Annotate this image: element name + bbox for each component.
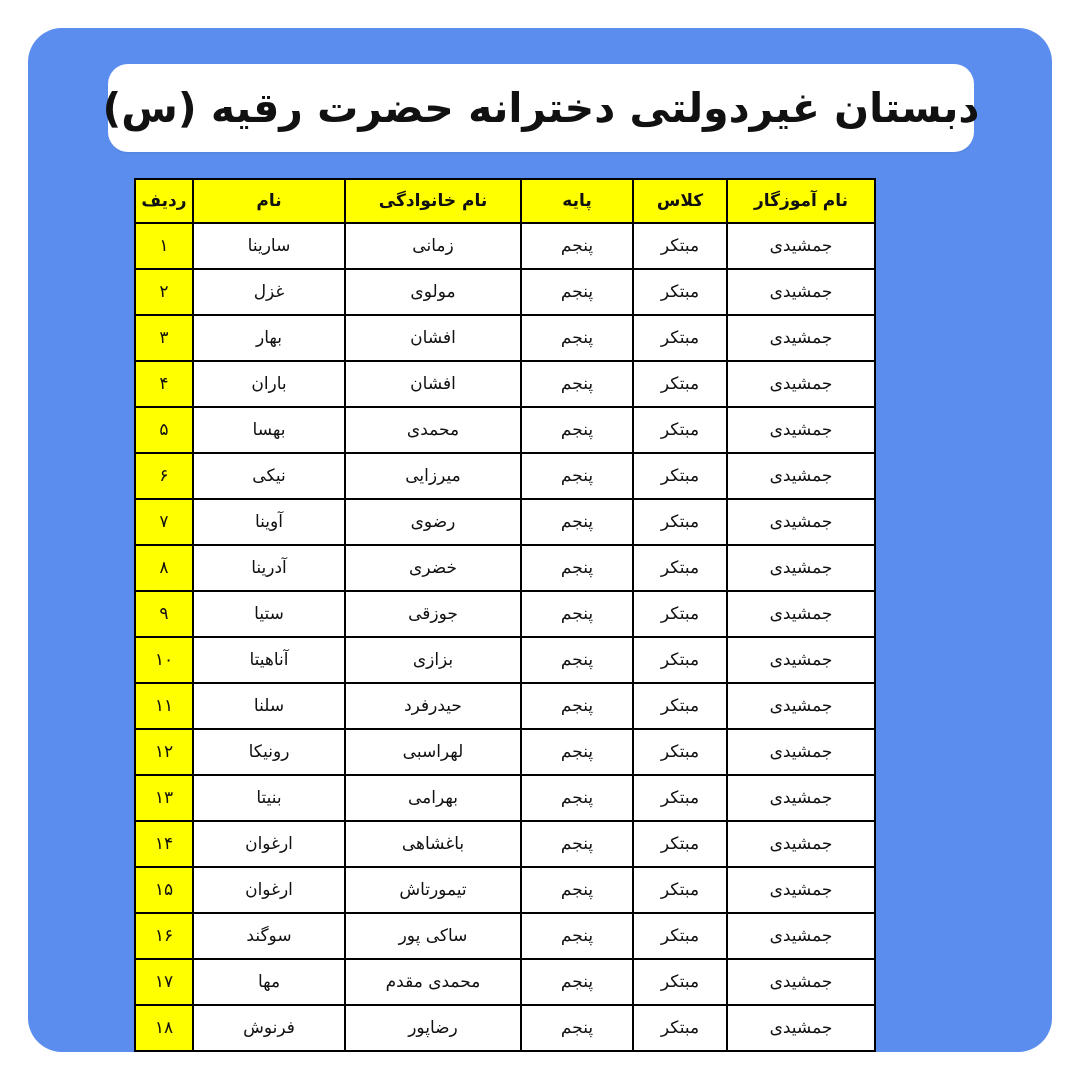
cell-name: سارینا (193, 223, 345, 269)
table-row (135, 407, 875, 453)
cell-row-number: ۱ (135, 223, 193, 269)
cell-teacher: جمشیدی (727, 867, 875, 913)
cell-name: ستیا (193, 591, 345, 637)
cell-row-number: ۱۵ (135, 867, 193, 913)
table-body (135, 223, 875, 1051)
cell-name: مها (193, 959, 345, 1005)
cell-name: نیکی (193, 453, 345, 499)
page-title: دبستان غیردولتی دخترانه حضرت رقیه (س) (102, 83, 980, 132)
table-row (135, 361, 875, 407)
cell-class: مبتکر (633, 867, 727, 913)
cell-name: باران (193, 361, 345, 407)
table-header-row (135, 179, 875, 223)
cell-family: بزازی (345, 637, 521, 683)
cell-teacher: جمشیدی (727, 545, 875, 591)
cell-family: حیدرفرد (345, 683, 521, 729)
cell-row-number: ۱۳ (135, 775, 193, 821)
cell-family: محمدی (345, 407, 521, 453)
cell-teacher: جمشیدی (727, 269, 875, 315)
column-header-family: نام خانوادگی (345, 179, 521, 223)
cell-row-number: ۱۲ (135, 729, 193, 775)
table-row (135, 821, 875, 867)
cell-family: لهراسبی (345, 729, 521, 775)
table-row (135, 775, 875, 821)
cell-teacher: جمشیدی (727, 591, 875, 637)
cell-grade: پنجم (521, 361, 633, 407)
cell-grade: پنجم (521, 269, 633, 315)
cell-name: ارغوان (193, 821, 345, 867)
cell-teacher: جمشیدی (727, 223, 875, 269)
cell-grade: پنجم (521, 959, 633, 1005)
table-row (135, 637, 875, 683)
cell-teacher: جمشیدی (727, 913, 875, 959)
cell-family: مولوی (345, 269, 521, 315)
column-header-row-number: ردیف (135, 179, 193, 223)
cell-class: مبتکر (633, 315, 727, 361)
table-row (135, 959, 875, 1005)
cell-class: مبتکر (633, 821, 727, 867)
table-row (135, 545, 875, 591)
cell-row-number: ۸ (135, 545, 193, 591)
table-row (135, 453, 875, 499)
table-row (135, 1005, 875, 1051)
cell-family: جوزقی (345, 591, 521, 637)
cell-grade: پنجم (521, 315, 633, 361)
cell-teacher: جمشیدی (727, 361, 875, 407)
cell-row-number: ۱۷ (135, 959, 193, 1005)
cell-family: افشان (345, 361, 521, 407)
cell-grade: پنجم (521, 499, 633, 545)
cell-teacher: جمشیدی (727, 821, 875, 867)
cell-family: باغشاهی (345, 821, 521, 867)
cell-name: بنیتا (193, 775, 345, 821)
cell-name: آدرینا (193, 545, 345, 591)
cell-class: مبتکر (633, 545, 727, 591)
cell-row-number: ۱۶ (135, 913, 193, 959)
cell-name: رونیکا (193, 729, 345, 775)
cell-grade: پنجم (521, 729, 633, 775)
cell-class: مبتکر (633, 361, 727, 407)
cell-name: سلنا (193, 683, 345, 729)
cell-row-number: ۹ (135, 591, 193, 637)
cell-grade: پنجم (521, 545, 633, 591)
cell-class: مبتکر (633, 637, 727, 683)
table-header (135, 179, 875, 223)
cell-class: مبتکر (633, 1005, 727, 1051)
cell-class: مبتکر (633, 499, 727, 545)
column-header-teacher: نام آموزگار (727, 179, 875, 223)
cell-class: مبتکر (633, 913, 727, 959)
cell-teacher: جمشیدی (727, 499, 875, 545)
cell-teacher: جمشیدی (727, 729, 875, 775)
cell-row-number: ۵ (135, 407, 193, 453)
cell-grade: پنجم (521, 591, 633, 637)
cell-name: غزل (193, 269, 345, 315)
cell-grade: پنجم (521, 637, 633, 683)
cell-name: فرنوش (193, 1005, 345, 1051)
cell-grade: پنجم (521, 913, 633, 959)
cell-class: مبتکر (633, 775, 727, 821)
cell-family: محمدی مقدم (345, 959, 521, 1005)
cell-class: مبتکر (633, 683, 727, 729)
cell-teacher: جمشیدی (727, 683, 875, 729)
cell-grade: پنجم (521, 223, 633, 269)
cell-row-number: ۴ (135, 361, 193, 407)
cell-grade: پنجم (521, 453, 633, 499)
cell-family: رضاپور (345, 1005, 521, 1051)
table-row (135, 269, 875, 315)
cell-name: ارغوان (193, 867, 345, 913)
table-row (135, 913, 875, 959)
cell-teacher: جمشیدی (727, 315, 875, 361)
table-row (135, 591, 875, 637)
table-row (135, 683, 875, 729)
cell-teacher: جمشیدی (727, 959, 875, 1005)
cell-teacher: جمشیدی (727, 637, 875, 683)
cell-grade: پنجم (521, 867, 633, 913)
cell-teacher: جمشیدی (727, 775, 875, 821)
cell-grade: پنجم (521, 407, 633, 453)
cell-family: افشان (345, 315, 521, 361)
cell-name: آناهیتا (193, 637, 345, 683)
cell-row-number: ۱۸ (135, 1005, 193, 1051)
cell-row-number: ۱۰ (135, 637, 193, 683)
cell-row-number: ۱۴ (135, 821, 193, 867)
cell-grade: پنجم (521, 821, 633, 867)
student-roster-table (134, 178, 876, 1052)
cell-teacher: جمشیدی (727, 1005, 875, 1051)
cell-family: تیمورتاش (345, 867, 521, 913)
cell-family: رضوی (345, 499, 521, 545)
cell-class: مبتکر (633, 407, 727, 453)
cell-grade: پنجم (521, 775, 633, 821)
cell-class: مبتکر (633, 269, 727, 315)
cell-family: ساکی پور (345, 913, 521, 959)
table-row (135, 729, 875, 775)
cell-grade: پنجم (521, 683, 633, 729)
table-row (135, 499, 875, 545)
cell-row-number: ۱۱ (135, 683, 193, 729)
cell-class: مبتکر (633, 729, 727, 775)
cell-teacher: جمشیدی (727, 453, 875, 499)
column-header-name: نام (193, 179, 345, 223)
roster-table-container (141, 178, 876, 1052)
title-plate (102, 64, 980, 152)
cell-class: مبتکر (633, 591, 727, 637)
table-row (135, 867, 875, 913)
cell-row-number: ۳ (135, 315, 193, 361)
cell-family: زمانی (345, 223, 521, 269)
cell-family: بهرامی (345, 775, 521, 821)
cell-class: مبتکر (633, 453, 727, 499)
cell-class: مبتکر (633, 223, 727, 269)
cell-name: سوگند (193, 913, 345, 959)
cell-family: میرزایی (345, 453, 521, 499)
cell-row-number: ۲ (135, 269, 193, 315)
table-row (135, 223, 875, 269)
cell-family: خضری (345, 545, 521, 591)
column-header-class: کلاس (633, 179, 727, 223)
cell-grade: پنجم (521, 1005, 633, 1051)
cell-row-number: ۶ (135, 453, 193, 499)
cell-name: بهسا (193, 407, 345, 453)
table-row (135, 315, 875, 361)
cell-name: آوینا (193, 499, 345, 545)
cell-name: بهار (193, 315, 345, 361)
column-header-grade: پایه (521, 179, 633, 223)
cell-teacher: جمشیدی (727, 407, 875, 453)
cell-class: مبتکر (633, 959, 727, 1005)
cell-row-number: ۷ (135, 499, 193, 545)
